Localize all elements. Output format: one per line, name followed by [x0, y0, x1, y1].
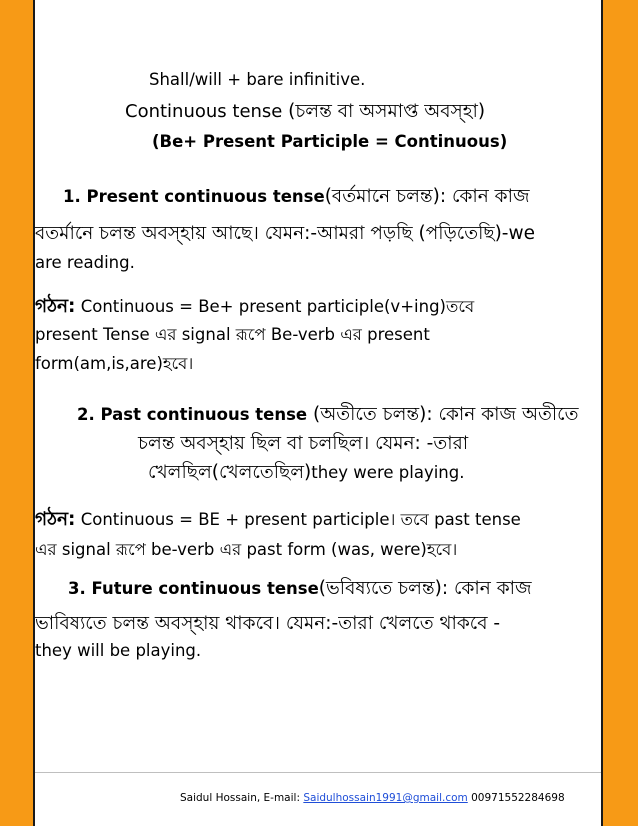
section-2-text-1: (অতীতে চলন্ত): কোন কাজ অতীতে: [307, 404, 579, 425]
formation-1-line-2: [35, 322, 430, 349]
section-3-text-2: ভাবিষ্যতে চলন্ত অবস্হায় থাকবে। যেমন:-তারা খেলতে থাকবে -: [35, 613, 501, 634]
footer-email-link[interactable]: Saidulhossain1991@gmail.com: [303, 792, 468, 804]
left-border-bar: [0, 0, 35, 826]
section-2-line-2: [138, 429, 468, 460]
section-2-text-2: চলন্ত অবস্হায় ছিল বা চলছিল। যেমন: -তারা: [138, 433, 469, 454]
section-2-text-3-en: they were playing.: [311, 463, 465, 482]
formation-2-text-1: Continuous = BE + present participle। তবে past tense: [75, 510, 521, 529]
formula-line: [152, 132, 507, 151]
intro-rule-text: Shall/will + bare infinitive.: [149, 70, 366, 89]
section-1-text-1: (বর্তমানে চলন্ত): কোন কাজ: [324, 186, 530, 207]
heading-bn: (চলন্ত বা অসমাপ্ত অবস্হা): [288, 101, 486, 122]
section-2-text-3-bn: খেলছিল(খেলতেছিল): [148, 462, 312, 483]
section-3-title: 3. Future continuous tense: [68, 579, 319, 598]
document-page: [35, 0, 601, 826]
intro-rule: [149, 70, 365, 89]
footer-divider: [35, 772, 601, 773]
section-1-text-3: are reading.: [35, 253, 135, 272]
right-border-edge: [601, 0, 603, 826]
section-1-text-2: বতর্মানে চলন্ত অবস্হায় আছে। যেমন:-আমরা পড়ছি (পড়িতেছি)-we: [35, 223, 535, 244]
section-3-text-3: they will be playing.: [35, 641, 202, 660]
section-1-line-3: [35, 253, 135, 272]
section-3-line-1: [68, 574, 532, 605]
formation-1-line-1: [35, 292, 474, 323]
formation-1-text-1: Continuous = Be+ present participle(v+ing)তবে: [75, 297, 475, 316]
formation-1-text-3: form(am,is,are)হবে।: [35, 354, 194, 373]
formation-2-text-2: এর signal রূপে be-verb এর past form (was, were)হবে।: [35, 540, 458, 559]
heading-en: Continuous tense: [125, 101, 289, 122]
footer-phone: 00971552284698: [467, 792, 565, 804]
formation-2-line-2: [35, 537, 457, 564]
section-1-line-2: [35, 219, 535, 250]
footer-author: Saidul Hossain, E-mail:: [180, 792, 304, 804]
formation-2-label: গঠন:: [35, 509, 76, 530]
section-2-line-1: [77, 400, 578, 431]
section-3-line-3: [35, 641, 201, 660]
section-2-line-3: [148, 458, 464, 489]
heading-continuous-tense: [125, 97, 485, 128]
section-1-line-1: [63, 182, 530, 213]
right-border-bar: [601, 0, 638, 826]
section-3-line-2: [35, 609, 500, 640]
formation-2-line-1: [35, 505, 521, 536]
section-1-title: 1. Present continuous tense: [63, 187, 325, 206]
formation-1-label: গঠন:: [35, 296, 76, 317]
formation-1-text-2: present Tense এর signal রূপে Be-verb এর present: [35, 325, 430, 344]
formation-1-line-3: [35, 351, 193, 378]
section-2-title: 2. Past continuous tense: [77, 405, 308, 424]
footer: [180, 792, 565, 804]
section-3-text-1: (ভবিষ্যতে চলন্ত): কোন কাজ: [318, 578, 532, 599]
formula-text: (Be+ Present Participle = Continuous): [152, 132, 508, 151]
